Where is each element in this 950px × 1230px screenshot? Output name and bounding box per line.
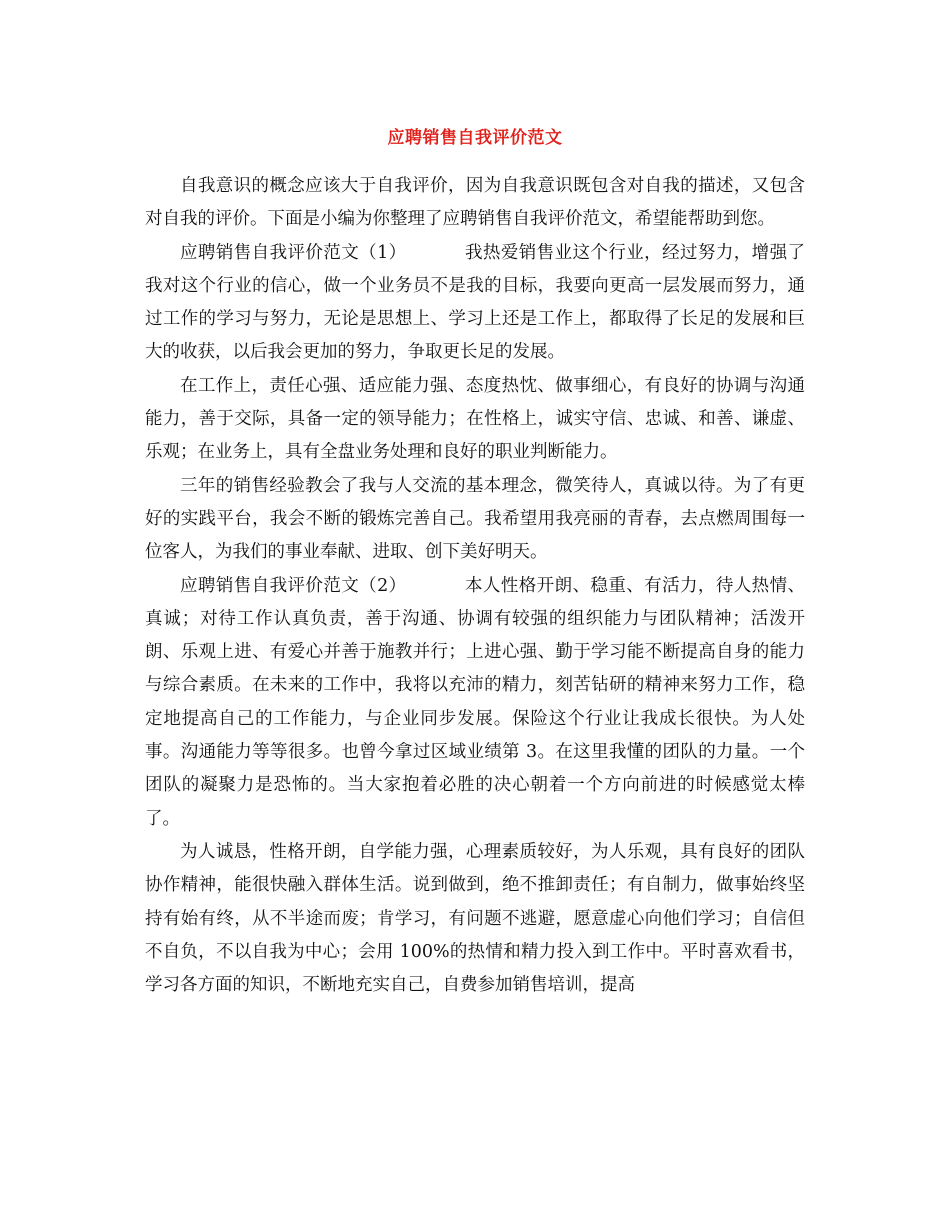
paragraph-sample-1: [145, 237, 805, 370]
paragraph-personality: [145, 836, 805, 1002]
paragraph-text: 在工作上，责任心强、适应能力强、态度热忱、做事细心，有良好的协调与沟通能力，善于交际，具备一定的领导能力；在性格上，诚实守信、忠诚、和善、谦虚、乐观；在业务上，具有全盘业务处理和良好的职业判断能力。: [145, 375, 805, 463]
paragraph-sample-2: [145, 570, 805, 836]
paragraph-text: 本人性格开朗、稳重、有活力，待人热情、真诚；对待工作认真负责，善于沟通、协调有较强的组织能力与团队精神；活泼开朗、乐观上进、有爱心并善于施教并行；上进心强、勤于学习能不断提高自身的能力与综合素质。在未来的工作中，我将以充沛的精力，刻苦钻研的精神来努力工作，稳定地提高自己的工作能力，与企业同步发展。保险这个行业让我成长很快。为人处事。沟通能力等等很多。也曾今拿过区域业绩第 3。在这里我懂的团队的力量。一个团队的凝聚力是恐怖的。当大家抱着必胜的决心朝着一个方向前进的时候感觉太棒了。: [145, 575, 805, 829]
paragraph-text: 自我意识的概念应该大于自我评价，因为自我意识既包含对自我的描述，又包含对自我的评价。下面是小编为你整理了应聘销售自我评价范文，希望能帮助到您。: [145, 176, 805, 230]
document-body: [145, 170, 805, 1002]
paragraph-experience: [145, 470, 805, 570]
document-title: 应聘销售自我评价范文: [387, 128, 563, 148]
paragraph-text: 我热爱销售业这个行业，经过努力，增强了我对这个行业的信心，做一个业务员不是我的目标，我要向更高一层发展而努力，通过工作的学习与努力，无论是思想上、学习上还是工作上，都取得了长足的发展和巨大的收获，以后我会更加的努力，争取更长足的发展。: [145, 242, 805, 363]
section-heading: 应聘销售自我评价范文（1）: [180, 242, 407, 263]
paragraph-text: 三年的销售经验教会了我与人交流的基本理念，微笑待人，真诚以待。为了有更好的实践平台，我会不断的锻炼完善自己。我希望用我亮丽的青春，去点燃周围每一位客人，为我们的事业奉献、进取、创下美好明天。: [145, 475, 805, 563]
section-heading: 应聘销售自我评价范文（2）: [180, 575, 407, 596]
paragraph-work-traits: [145, 370, 805, 470]
paragraph-intro: [145, 170, 805, 237]
paragraph-text: 为人诚恳，性格开朗，自学能力强，心理素质较好，为人乐观，具有良好的团队协作精神，能很快融入群体生活。说到做到，绝不推卸责任；有自制力，做事始终坚持有始有终，从不半途而废；肯学习，有问题不逃避，愿意虚心向他们学习；自信但不自负，不以自我为中心；会用 100%的热情和精力投入到工作中。平时喜欢看书，学习各方面的知识，不断地充实自己，自费参加销售培训，提高: [145, 841, 805, 996]
